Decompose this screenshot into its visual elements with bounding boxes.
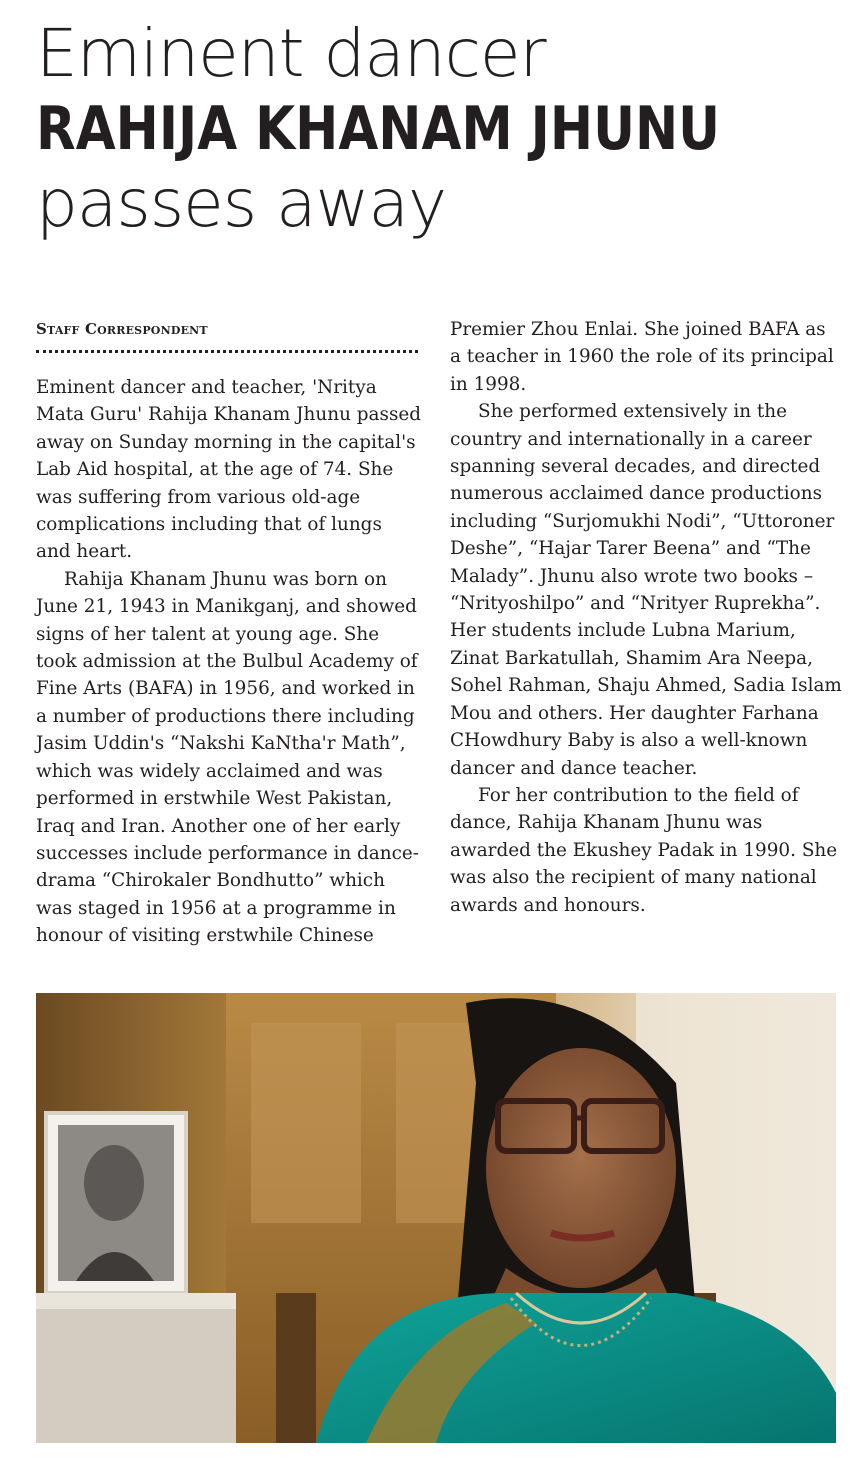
paragraph-3: She performed extensively in the country and internationally in a career spanning several decades, and directed numerous acclaimed dance productions including “Surjomukhi Nodi”, “Uttoroner Deshe”, “Hajar Tarer Beena” and “The Malady”. Jhunu also wrote two books – “Nrityoshilpo” and “Nrityer Ruprekha”. Her students include Lubna Marium, Zinat Barkatullah, Shamim Ara Neepa, Sohel Rahman, Shaju Ahmed, Sadia Islam Mou and others. Her daughter Farhana CHowdhury Baby is also a well-known dancer and dance teacher.	[450, 401, 842, 779]
headline-line-3: passes away	[36, 165, 447, 242]
article-column-1	[36, 374, 422, 950]
headline-line-1: Eminent dancer	[36, 15, 546, 92]
headline	[36, 15, 836, 242]
portrait-illustration	[36, 993, 836, 1443]
paragraph-1: Eminent dancer and teacher, 'Nritya Mata Guru' Rahija Khanam Jhunu passed away on Sunday morning in the capital's Lab Aid hospital, at the age of 74. She was suffering from various old-age complications including that of lungs and heart.	[36, 377, 422, 563]
paragraph-4: For her contribution to the field of dance, Rahija Khanam Jhunu was awarded the Ekushey Padak in 1990. She was also the recipient of many national awards and honours.	[450, 784, 838, 916]
portrait-photo	[36, 993, 836, 1443]
headline-name: RAHIJA KHANAM JHUNU	[36, 94, 721, 164]
byline: Staff Correspondent	[36, 320, 208, 338]
paragraph-2-continued: Premier Zhou Enlai. She joined BAFA as a teacher in 1960 the role of its principal in 1998.	[450, 319, 834, 395]
article-column-2	[450, 316, 842, 919]
byline-divider	[36, 350, 418, 353]
paragraph-2: Rahija Khanam Jhunu was born on June 21, 1943 in Manikganj, and showed signs of her talent at young age. She took admission at the Bulbul Academy of Fine Arts (BAFA) in 1956, and worked in a number of productions there including Jasim Uddin's “Nakshi KaNtha'r Math”, which was widely acclaimed and was performed in erstwhile West Pakistan, Iraq and Iran. Another one of her early successes include performance in dance-drama “Chirokaler Bondhutto” which was staged in 1956 at a programme in honour of visiting erstwhile Chinese	[36, 568, 420, 947]
